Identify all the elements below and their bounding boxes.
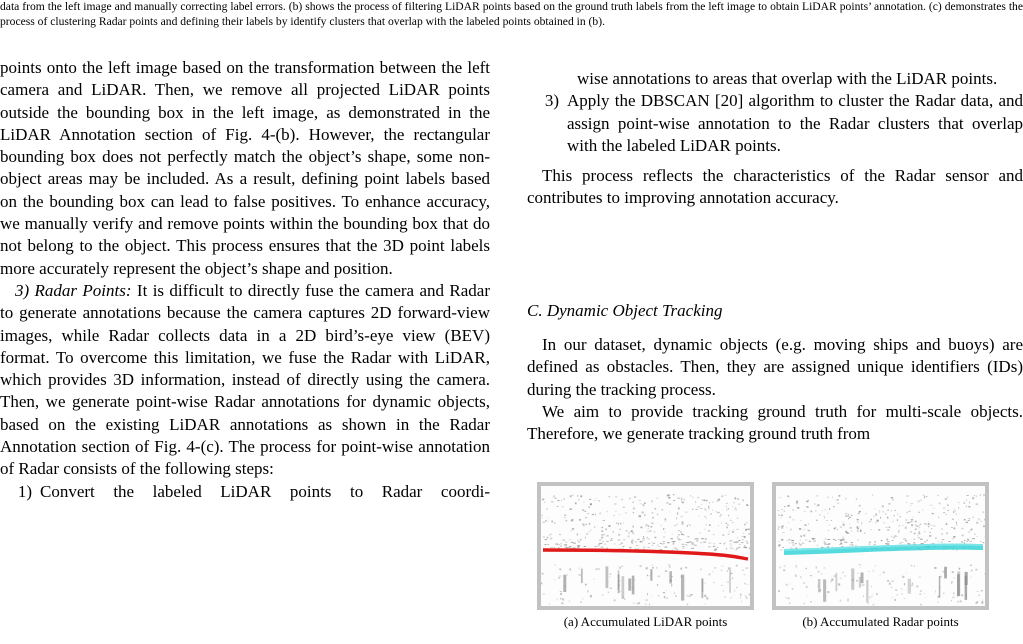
- list-item-text: Apply the DBSCAN [20] algorithm to cluster the Radar data, and assign point-wise annotation to the Radar clusters that overlap with the labeled LiDAR points.: [567, 91, 1023, 155]
- paragraph-lidar-projection: points onto the left image based on the transformation between the left camera and LiDAR. Then, we remove all projected LiDAR points outside the bounding box in the left image, as demonstrated in the LiDAR Annotation section of Fig. 4-(b). However, the rectangular bounding box does not perfectly match the object’s shape, some non-object areas may be included. As a result, defining point labels based on the bounding box can lead to false positives. To enhance accuracy, we manually verify and remove points within the bounding box that do not belong to the object. This process ensures that the 3D point labels more accurately represent the object’s shape and position.: [0, 58, 490, 278]
- subcaption-a: (a) Accumulated LiDAR points: [563, 614, 728, 629]
- lidar-point-cloud: [541, 486, 750, 606]
- paragraph-radar-points-body: It is difficult to directly fuse the camera and Radar to generate annotations because the camera captures 2D forward-view images, while Radar collects data in a 2D bird’s-eye view (BEV) format. To overcome this limitation, we fuse the Radar with LiDAR, which provides 3D information, instead of directly using the camera. Then, we generate point-wise Radar annotations for dynamic objects, based on the existing LiDAR annotations as shown in the Radar Annotation section of Fig. 4-(c). The process for point-wise annotation of Radar consists of the following steps:: [0, 280, 490, 479]
- list-item-text: Convert the labeled LiDAR points to Radar coordi-: [40, 481, 490, 501]
- lidar-points-image: [537, 482, 754, 610]
- list-item-continuation: wise annotations to areas that overlap with the LiDAR points.: [577, 69, 998, 88]
- subsection-heading-radar-points: 3) Radar Points:: [15, 280, 132, 300]
- left-column: [0, 57, 490, 503]
- section-title: C. Dynamic Object Tracking: [527, 301, 723, 320]
- list-item-number: 3): [544, 91, 559, 111]
- right-column: [527, 68, 1023, 444]
- steps-list-start: [0, 481, 490, 503]
- paragraph-tracking-definition: In our dataset, dynamic objects (e.g. moving ships and buoys) are defined as obstacles. Then, they are assigned unique identifiers (IDs) during the tracking process.: [527, 335, 1023, 399]
- paragraph-tracking-goal: We aim to provide tracking ground truth for multi-scale objects. Therefore, we generate tracking ground truth from: [527, 401, 1023, 444]
- radar-point-cloud: [776, 486, 985, 606]
- lidar-track-line: [543, 550, 748, 559]
- paragraph-radar-points: [0, 280, 490, 481]
- subcaption-b: (b) Accumulated Radar points: [802, 614, 959, 629]
- paragraph-summary: This process reflects the characteristics of the Radar sensor and contributes to improving annotation accuracy.: [527, 166, 1023, 208]
- list-item-number: 1): [17, 481, 32, 501]
- list-item: [0, 481, 490, 503]
- figure-accumulated-points: [537, 482, 1023, 644]
- list-item: [527, 90, 1023, 157]
- radar-points-image: [772, 482, 989, 610]
- figure-caption-continuation: data from the left image and manually correcting label errors. (b) shows the process of filtering LiDAR points based on the ground truth labels from the left image to obtain LiDAR points’ annotation. (c) demonstrates the process of clustering Radar points and defining their labels by identify clusters that overlap with the labeled points obtained in (b).: [0, 0, 1023, 28]
- steps-list-continued: [527, 90, 1023, 157]
